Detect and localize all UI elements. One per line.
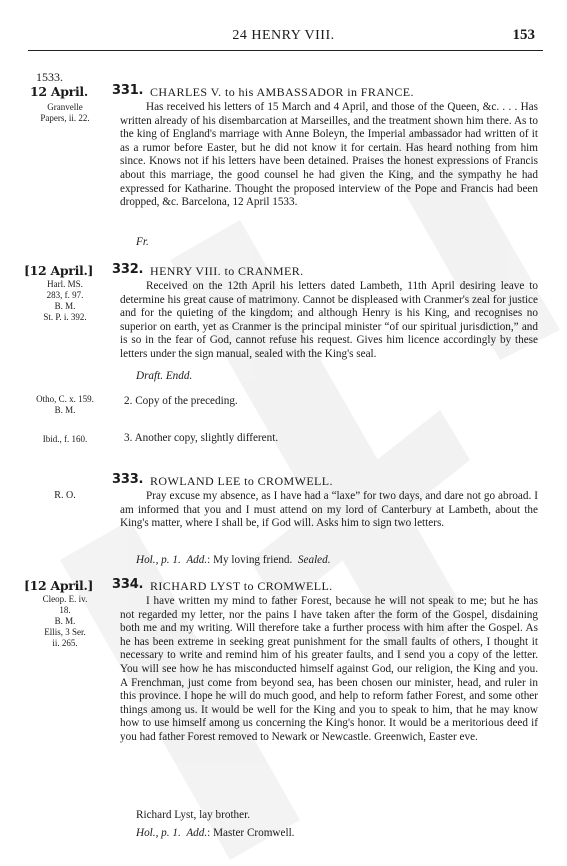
entry-number: 331. <box>112 83 144 98</box>
entry-source: Harl. MS. 283, f. 97. B. M. St. P. i. 392. <box>43 279 87 322</box>
sub-entry-source: Ibid., f. 160. <box>42 434 88 444</box>
running-title: 24 HENRY VIII. <box>232 28 335 43</box>
entry-title: ROWLAND LEE to CROMWELL. <box>150 474 333 488</box>
entry-source: Granvelle Papers, ii. 22. <box>40 102 90 123</box>
header-rule <box>28 50 543 51</box>
entry-date: [12 April.] <box>24 263 94 278</box>
sub-entry-text: 2. Copy of the preceding. <box>124 395 238 407</box>
entry-footnote: Hol., p. 1. Add.: Master Cromwell. <box>136 827 295 839</box>
running-header <box>0 28 567 48</box>
entry-footnote: Draft. Endd. <box>136 370 193 382</box>
entry-title: RICHARD LYST to CROMWELL. <box>150 579 333 593</box>
entry-title: CHARLES V. to his AMBASSADOR in FRANCE. <box>150 85 414 99</box>
entry-title: HENRY VIII. to CRANMER. <box>150 264 304 278</box>
entry-date: 12 April. <box>30 84 88 99</box>
entry-source: Cleop. E. iv. 18. B. M. Ellis, 3 Ser. ii. 265. <box>42 594 88 648</box>
entry-text: Received on the 12th April his letters dated Lambeth, 11th April desiring leave to determine his great cause of matrimony. Cannot be displeased with Cranmer's zeal for justice and for the quieting of the kingdom; and although Henry is his King, and recognises no superior on earth, yet as Cranmer is the principal minister “of our spiritual jurisdiction,” and is so in the fear of God, cannot refuse his request. Gives him licence accordingly by these letters under the sign manual, sealed with the King's seal. <box>120 280 538 360</box>
entry-source: R. O. <box>54 490 76 501</box>
entry-number: 332. <box>112 262 144 277</box>
entry-number: 334. <box>112 577 144 592</box>
entry-text: Has received his letters of 15 March and 4 April, and those of the Queen, &c. . . . Has written already of his disembarcation at Marseilles, and the treatment shown him there. As to the king of England's marriage with Anne Boleyn, the Imperial ambassador had written of it as a rumor before Easter, but he did not know it for certain. Has heard nothing from him since. Knows not if his letters have been detained. Praises the honest expressions of Francis about this marriage, the good counsel he had given the King, and the sympathy he had expressed for Katharine. Thought the proposed interview of the Pope and Francis had been dropped, &c. Barcelona, 12 April 1533. <box>120 101 538 209</box>
entry-text: I have written my mind to father Forest, because he will not speak to me; but he has not regarded my letter, nor the pains I have taken after the form of the Gospel, disdaining both me and my writing. Will therefore take a further process with him after the Gospel. As he has been extreme in seeking great punishment for the small faults of others, I thought it necessary to write and remind him of his greater faults, and I send you a copy of the letter. You will see how he has misconducted himself against God, our religion, the King and you. A Frenchman, just come from beyond sea, has been chosen our minister, head, and ruler in this province. I hope he will do much good, and help to reform father Forest, and some other things among us. It would be well for the King and you to speak to him, that he may know how to use himself among us concerning the King's honor. It would be a meritorious deed if you had father Forest removed to Newark or Newcastle. Greenwich, Easter eve. <box>120 595 538 743</box>
entry-footnote: Hol., p. 1. Add.: My loving friend. Sealed. <box>136 554 331 566</box>
entry-number: 333. <box>112 472 144 487</box>
entry-date: [12 April.] <box>24 578 94 593</box>
sub-entry-source: Otho, C. x. 159. B. M. <box>36 394 94 415</box>
entry-signature: Richard Lyst, lay brother. <box>136 809 251 821</box>
year-label: 1533. <box>36 70 63 84</box>
entry-footnote: Fr. <box>136 236 149 248</box>
sub-entry-text: 3. Another copy, slightly different. <box>124 432 279 444</box>
entry-text: Pray excuse my absence, as I have had a “laxe” for two days, and dare not go abroad. I am informed that you and I must attend on my lord of Canterbury at Lambeth, about the King's matter, where I shall be, if God will. Asks him to sign two letters. <box>120 490 538 530</box>
page-number: 153 <box>512 27 535 43</box>
